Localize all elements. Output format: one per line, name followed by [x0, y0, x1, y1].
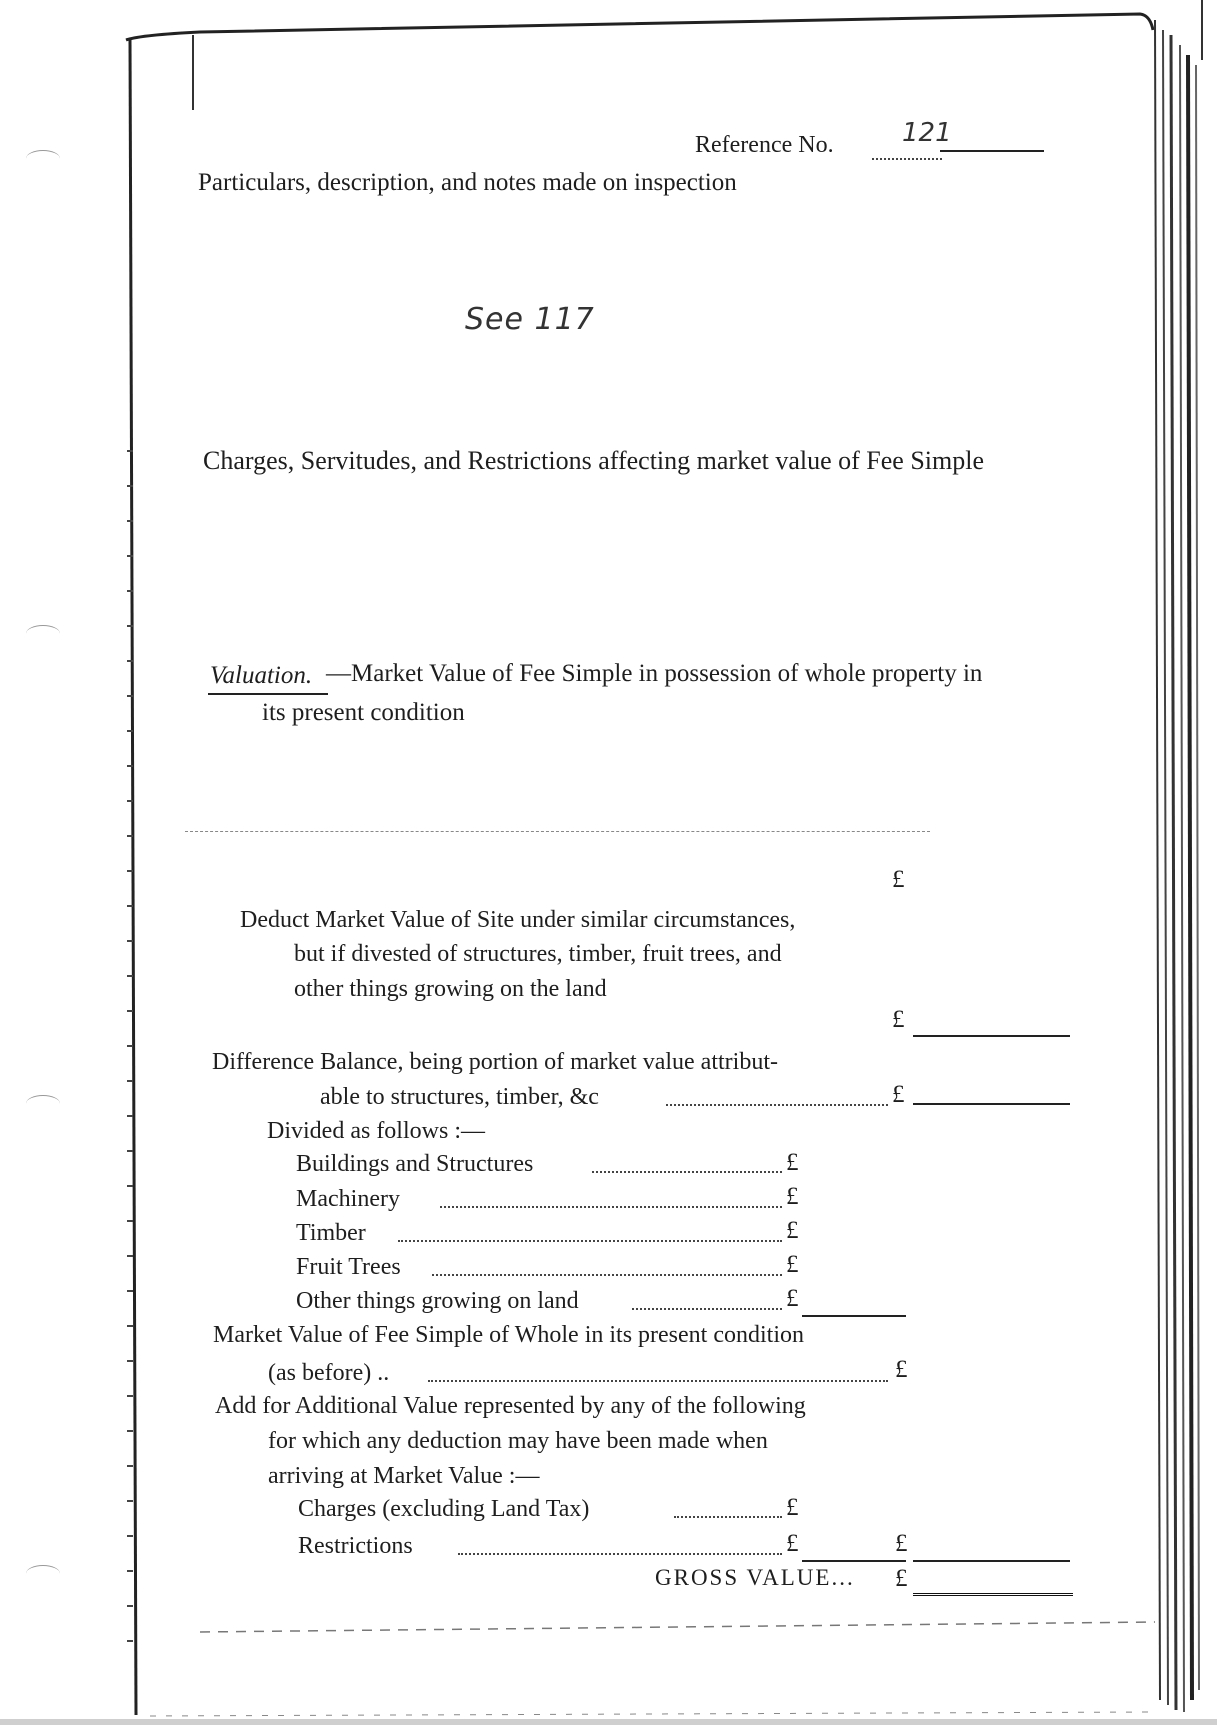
add-line3: arriving at Market Value :— — [268, 1463, 540, 1489]
valuation-label: Valuation. — [210, 662, 313, 689]
divided-item: Buildings and Structures — [296, 1151, 534, 1177]
market-whole-line1: Market Value of Fee Simple of Whole in its present condition — [213, 1322, 804, 1348]
pound-sign: £ — [786, 1183, 799, 1210]
difference-line2: able to structures, timber, &c — [320, 1084, 599, 1110]
pound-sign: £ — [786, 1217, 799, 1244]
add-item: Restrictions — [298, 1533, 413, 1559]
punch-hole — [26, 625, 60, 642]
pound-sign: £ — [892, 1081, 905, 1108]
add-line2: for which any deduction may have been made when — [268, 1428, 768, 1454]
difference-leader — [666, 1104, 888, 1106]
deduct-line3: other things growing on the land — [294, 976, 607, 1002]
add-item: Charges (excluding Land Tax) — [298, 1496, 590, 1522]
market-whole-line2: (as before) .. — [268, 1360, 390, 1386]
divided-item: Timber — [296, 1220, 366, 1246]
pound-sign: £ — [786, 1251, 799, 1278]
pound-sign: £ — [892, 1006, 905, 1033]
deduct-rule — [913, 1035, 1070, 1037]
divided-heading: Divided as follows :— — [267, 1118, 485, 1144]
punch-hole — [26, 150, 60, 167]
pound-sign: £ — [895, 1530, 908, 1557]
divided-leader — [592, 1171, 782, 1173]
divided-leader — [440, 1206, 782, 1208]
handwritten-note: See 117 — [465, 302, 595, 337]
add-leader — [674, 1516, 782, 1518]
divided-total-rule — [802, 1315, 906, 1317]
divided-leader — [432, 1274, 782, 1276]
divided-item: Fruit Trees — [296, 1254, 401, 1280]
pound-sign: £ — [786, 1494, 799, 1521]
deduct-line2: but if divested of structures, timber, fruit trees, and — [294, 941, 782, 967]
deduct-line1: Deduct Market Value of Site under similar circumstances, — [240, 907, 796, 933]
valuation-underline — [208, 693, 328, 695]
charges-heading: Charges, Servitudes, and Restrictions affecting market value of Fee Simple — [203, 446, 985, 475]
reference-value: 121 — [902, 118, 952, 148]
reference-rule — [940, 150, 1044, 152]
pound-sign: £ — [786, 1530, 799, 1557]
market-whole-leader — [428, 1380, 888, 1382]
reference-label: Reference No. — [695, 132, 834, 158]
add-line1: Add for Additional Value represented by any of the following — [215, 1393, 806, 1419]
punch-hole — [26, 1095, 60, 1112]
add-leader — [458, 1553, 782, 1555]
divided-item: Other things growing on land — [296, 1288, 579, 1314]
divided-item: Machinery — [296, 1186, 400, 1212]
pound-sign: £ — [786, 1285, 799, 1312]
pound-sign: £ — [895, 1565, 908, 1592]
section-divider — [185, 831, 930, 832]
gross-value-label: GROSS VALUE... — [655, 1565, 855, 1590]
divided-leader — [398, 1240, 782, 1242]
gross-value-rule — [913, 1593, 1073, 1596]
difference-line1: Difference Balance, being portion of market value attribut- — [212, 1049, 778, 1075]
reference-dotted-line — [872, 158, 942, 160]
pound-sign: £ — [786, 1149, 799, 1176]
valuation-text-line2: its present condition — [262, 699, 465, 726]
punch-hole — [26, 1565, 60, 1582]
valuation-text-line1: —Market Value of Fee Simple in possession of whole property in — [326, 660, 983, 687]
difference-rule — [913, 1103, 1070, 1105]
particulars-heading: Particulars, description, and notes made on inspection — [198, 169, 737, 196]
add-total-rule — [913, 1560, 1070, 1562]
pound-sign: £ — [892, 866, 905, 893]
divided-leader — [632, 1308, 782, 1310]
pound-sign: £ — [895, 1356, 908, 1383]
add-rule — [802, 1560, 906, 1562]
